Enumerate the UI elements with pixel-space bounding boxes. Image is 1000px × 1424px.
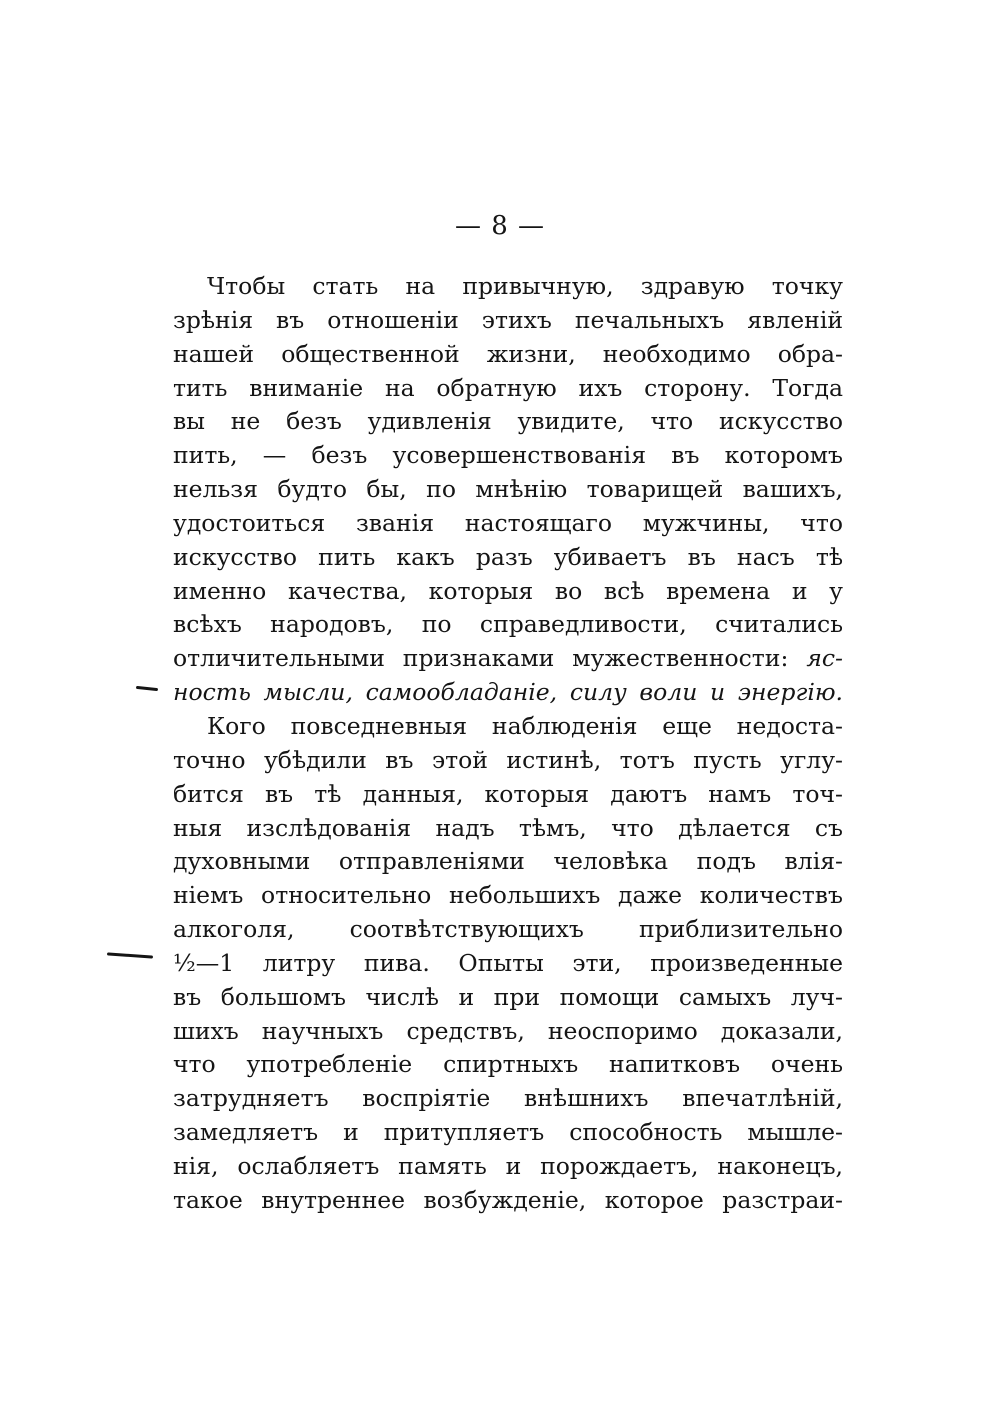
text-line: замедляетъ и притупляетъ способность мышле- — [173, 1118, 843, 1147]
margin-pencil-mark — [107, 952, 153, 958]
text-line: такое внутреннее возбужденіе, которое разстраи- — [173, 1185, 843, 1214]
text-line: что употребленіе спиртныхъ напитковъ очень — [173, 1050, 843, 1079]
page-number: — 8 — — [454, 211, 546, 241]
text-line-mixed — [173, 642, 843, 676]
text-line: нельзя будто бы, по мнѣнію товарищей вашихъ, — [173, 475, 843, 504]
text-line: Кого повседневныя наблюденія еще недоста- — [207, 711, 843, 740]
text-line: ныя изслѣдованія надъ тѣмъ, что дѣлается съ — [173, 813, 843, 842]
text-line: искусство пить какъ разъ убиваетъ въ насъ тѣ — [173, 542, 843, 571]
paragraph — [173, 270, 843, 710]
text-line: нія, ослабляетъ память и порождаетъ, наконецъ, — [173, 1151, 843, 1180]
text-line: именно качества, которыя во всѣ времена и у — [173, 576, 843, 605]
italic-text-line: ность мысли, самообладаніе, силу воли и энергію. — [173, 678, 843, 707]
text-line: нашей общественной жизни, необходимо обра- — [173, 339, 843, 368]
margin-pencil-mark — [136, 686, 158, 691]
text-line: Чтобы стать на привычную, здравую точку — [207, 272, 843, 300]
text-line: бится въ тѣ данныя, которыя даютъ намъ точ- — [173, 779, 843, 808]
text-line: всѣхъ народовъ, по справедливости, считались — [173, 610, 843, 639]
text-line: затрудняетъ воспріятіе внѣшнихъ впечатлѣній, — [173, 1084, 843, 1113]
text-line: шихъ научныхъ средствъ, неоспоримо доказали, — [173, 1016, 843, 1045]
text-segment: отличительными признаками мужественности: — [173, 644, 807, 673]
text-line: точно убѣдили въ этой истинѣ, тотъ пусть углу- — [173, 745, 843, 774]
body-text — [173, 270, 843, 1218]
text-line: ½—1 литру пива. Опыты эти, произведенные — [173, 948, 843, 977]
text-line: въ большомъ числѣ и при помощи самыхъ луч- — [173, 982, 843, 1011]
text-line: ніемъ относительно небольшихъ даже количествъ — [173, 881, 843, 910]
text-line: тить вниманіе на обратную ихъ сторону. Тогда — [173, 373, 843, 402]
paragraph — [173, 710, 843, 1218]
text-line: вы не безъ удивленія увидите, что искусство — [173, 407, 843, 436]
italic-text-segment: яс- — [806, 644, 843, 673]
text-line: пить, — безъ усовершенствованія въ которомъ — [173, 441, 843, 470]
text-line: удостоиться званія настоящаго мужчины, что — [173, 508, 843, 537]
text-line: духовными отправленіями человѣка подъ влія- — [173, 847, 843, 876]
text-line: алкоголя, соотвѣтствующихъ приблизительно — [173, 915, 843, 944]
text-line: зрѣнія въ отношеніи этихъ печальныхъ явленій — [173, 305, 843, 334]
